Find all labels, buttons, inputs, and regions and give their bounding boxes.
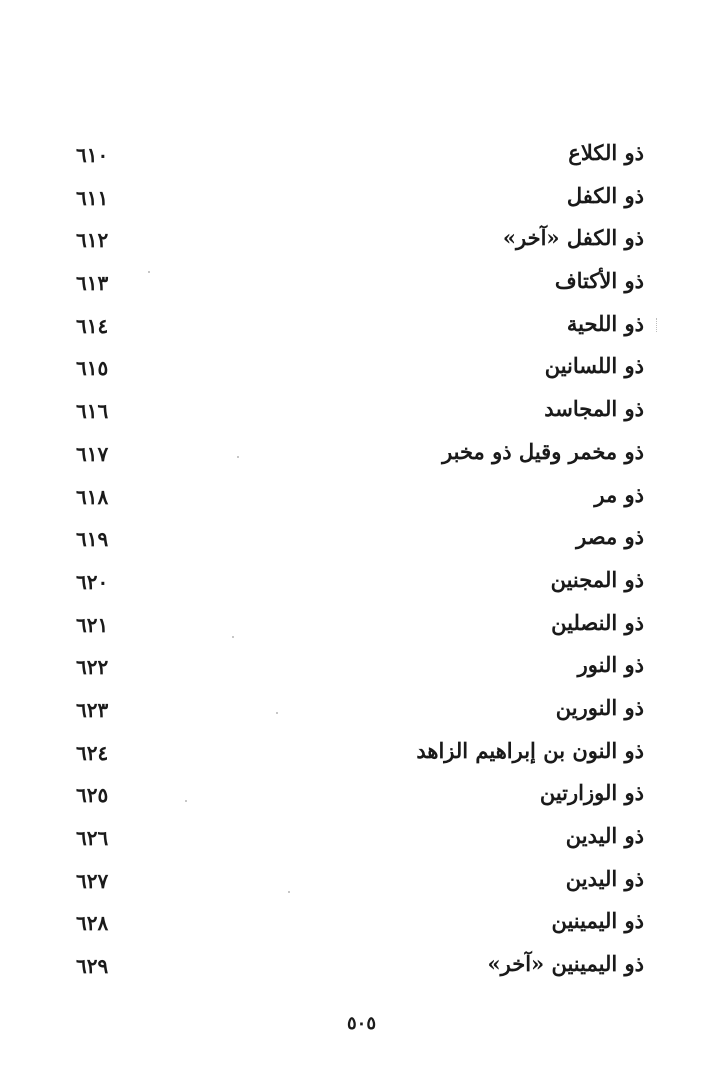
entry-number: ٦٢٣ [76, 697, 109, 722]
entry-number: ٦١٧ [76, 441, 109, 466]
entry-name: ذو الوزارتين [539, 780, 644, 806]
index-row [70, 646, 644, 689]
entry-number: ٦٢٥ [76, 783, 109, 808]
index-row [70, 561, 644, 604]
scan-speck [148, 271, 150, 273]
entry-name: ذو اليمينين [551, 908, 644, 934]
index-row [70, 262, 644, 305]
index-row [70, 945, 644, 988]
margin-mark [654, 318, 657, 332]
entry-name: ذو اليدين [565, 823, 644, 848]
entry-name: ذو الكفل [566, 182, 644, 208]
index-row [70, 134, 644, 177]
entry-name: ذو اليمينين «آخر» [487, 951, 644, 977]
entry-number: ٦١٠ [76, 143, 109, 167]
index-row [70, 902, 644, 945]
entry-number: ٦١٥ [76, 356, 109, 381]
index-row [70, 177, 644, 220]
index-row [70, 604, 644, 647]
index-row [70, 774, 644, 817]
entry-number: ٦٢٩ [76, 954, 109, 979]
entry-name: ذو الأكتاف [554, 268, 644, 294]
entry-number: ٦٢٤ [76, 740, 109, 765]
entry-name: ذو النور [577, 652, 644, 678]
entry-number: ٦٢٢ [76, 655, 109, 680]
entry-number: ٦٢٨ [76, 911, 109, 936]
index-row [70, 390, 644, 433]
entry-number: ٦١٢ [76, 228, 109, 253]
entry-name: ذو اللحية [566, 310, 644, 336]
entry-name: ذو المجنين [550, 566, 644, 592]
index-row [70, 433, 644, 476]
entry-number: ٦٢٦ [76, 826, 109, 850]
entry-number: ٦٢٠ [76, 569, 109, 594]
scan-speck [237, 456, 239, 458]
entry-number: ٦١٦ [76, 399, 109, 424]
entry-name: ذو اللسانين [544, 353, 644, 379]
page-number: ٥٠٥ [346, 1013, 376, 1034]
index-row [70, 860, 644, 903]
entry-number: ٦١٩ [76, 527, 109, 552]
index-row [70, 732, 644, 775]
index-row [70, 305, 644, 348]
index-row [70, 817, 644, 860]
entry-number: ٦٢١ [76, 612, 109, 637]
entry-name: ذو اليدين [565, 865, 644, 891]
index-row [70, 689, 644, 732]
scan-speck [232, 636, 234, 638]
index-row [70, 219, 644, 262]
entry-number: ٦١٣ [76, 271, 109, 296]
index-list [70, 134, 644, 988]
entry-name: ذو الكفل «آخر» [502, 225, 644, 251]
entry-number: ٦١٤ [76, 313, 109, 338]
entry-number: ٦٢٧ [76, 868, 109, 893]
index-row [70, 347, 644, 390]
entry-name: ذو مر [594, 481, 644, 507]
entry-name: ذو المجاسد [544, 396, 644, 422]
entry-number: ٦١٨ [76, 484, 109, 509]
index-row [70, 476, 644, 519]
entry-name: ذو الكلاع [568, 140, 644, 165]
entry-number: ٦١١ [76, 185, 109, 210]
entry-name: ذو النون بن إبراهيم الزاهد [416, 737, 644, 763]
index-row [70, 518, 644, 561]
entry-name: ذو مصر [576, 524, 644, 550]
scan-speck [185, 800, 187, 802]
scan-speck [276, 712, 278, 714]
entry-name: ذو النصلين [551, 609, 644, 635]
scan-speck [288, 891, 290, 893]
entry-name: ذو النورين [555, 694, 644, 720]
entry-name: ذو مخمر وقيل ذو مخبر [442, 438, 644, 464]
